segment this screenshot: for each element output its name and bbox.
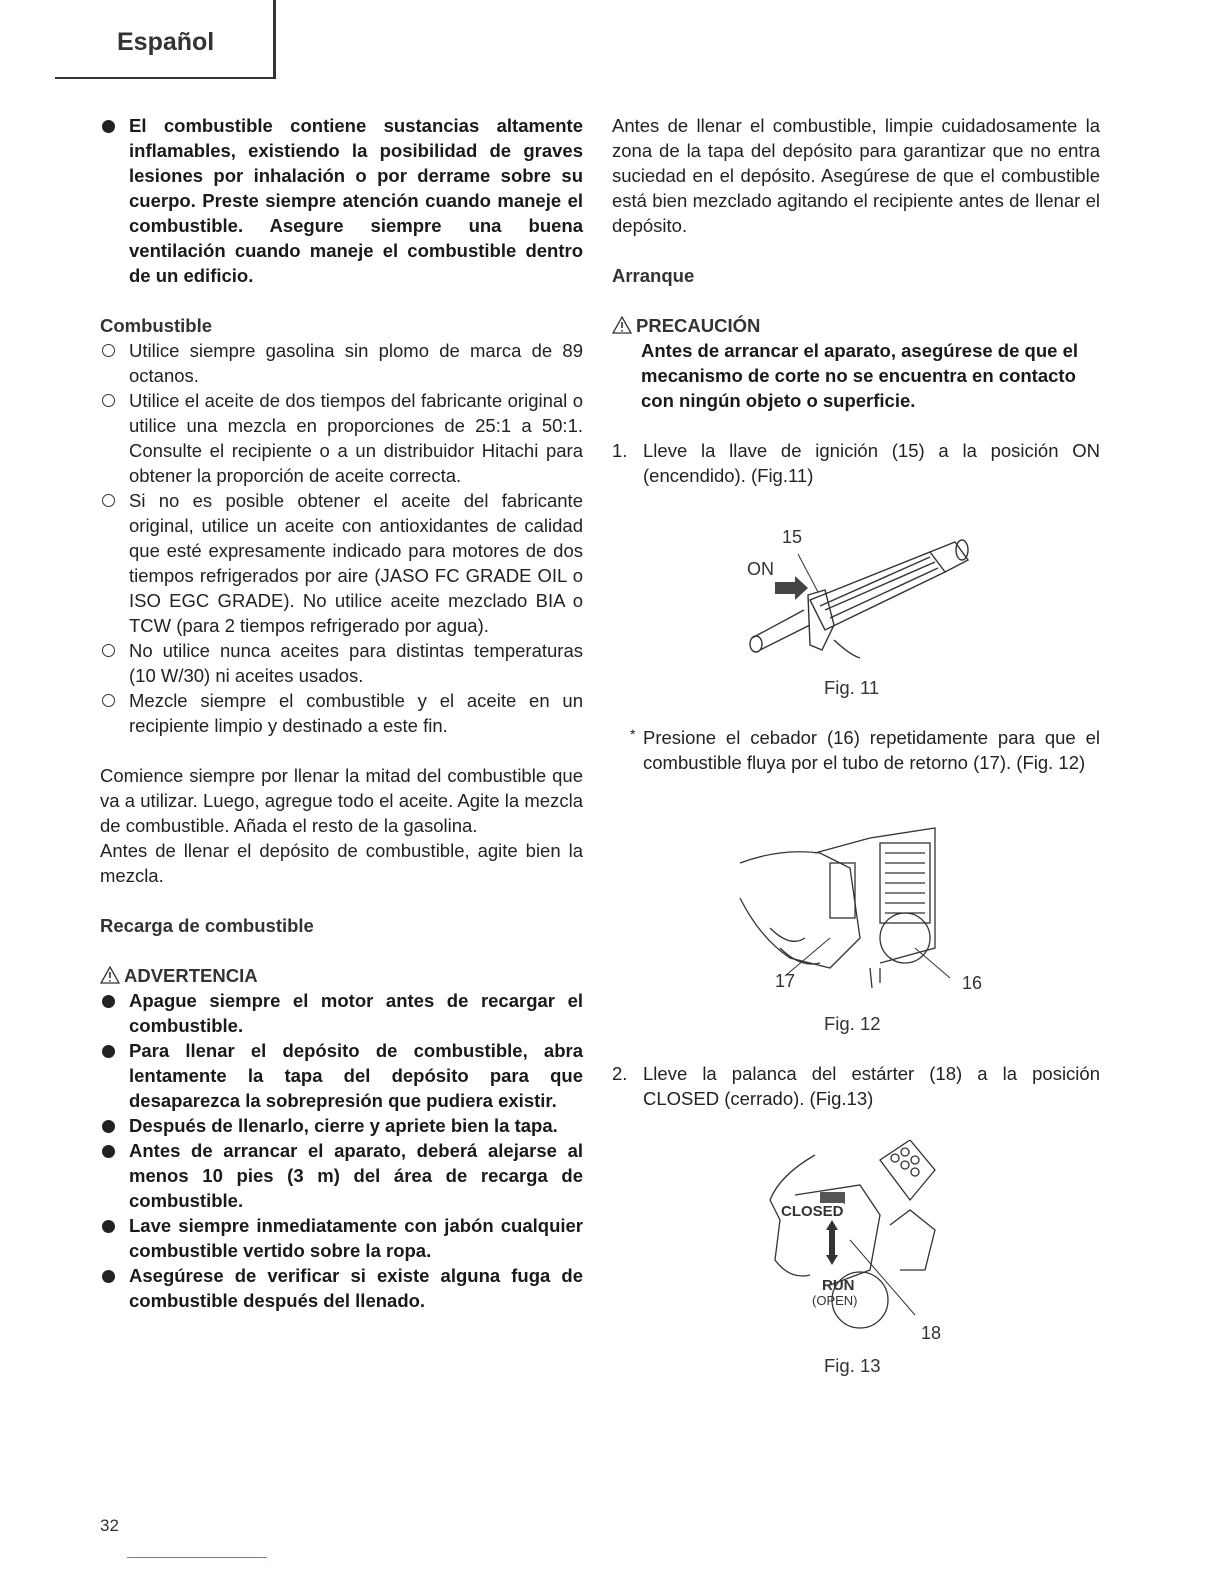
- circle-bullet-icon: [102, 394, 115, 407]
- fig13-label-open: (OPEN): [812, 1293, 858, 1308]
- precaucion-text: Antes de arrancar el aparato, asegúrese de que el mecanismo de corte no se encuentra en contacto con ningún objeto o superficie.: [641, 340, 1078, 411]
- bullet-icon: [102, 1120, 115, 1133]
- list-item: [100, 638, 583, 688]
- fig12-label-17: 17: [775, 971, 796, 991]
- mix-paragraph-2: Antes de llenar el depósito de combustible, agite bien la mezcla.: [100, 840, 583, 886]
- advertencia-heading: [100, 963, 583, 988]
- fig13-label-closed: CLOSED: [781, 1203, 844, 1220]
- bullet-icon: [102, 120, 115, 133]
- warning-item-text: Para llenar el depósito de combustible, abra lentamente la tapa del depósito para que desaparezca la sobrepresión que pudiera existir.: [129, 1040, 583, 1111]
- step-2: [612, 1061, 1100, 1111]
- warning-item: [100, 988, 583, 1038]
- fig13-caption: Fig. 13: [824, 1355, 881, 1376]
- bullet-icon: [102, 1270, 115, 1283]
- bullet-icon: [102, 995, 115, 1008]
- combustible-heading: Combustible: [100, 315, 213, 336]
- warning-triangle-icon: [100, 966, 120, 984]
- step-number: 2.: [612, 1063, 628, 1084]
- right-column: [612, 113, 1100, 488]
- warning-item-text: Apague siempre el motor antes de recargar el combustible.: [129, 990, 583, 1036]
- list-item: [100, 388, 583, 488]
- header-divider-vertical: [273, 0, 276, 79]
- note: [612, 725, 1100, 775]
- warning-item-text: Después de llenarlo, cierre y apriete bien la tapa.: [129, 1115, 558, 1136]
- list-item-text: Si no es posible obtener el aceite del fabricante original, utilice un aceite con antioxidantes de calidad que esté expresamente indicado para motores de dos tiempos refrigerados por aire (JASO FC GRADE OIL o ISO EGC GRADE). No utilice aceite mezclado BIA o TCW (para 2 tiempos refrigerado por agua).: [129, 490, 583, 636]
- fill-paragraph: Antes de llenar el combustible, limpie cuidadosamente la zona de la tapa del depósito para garantizar que no entra suciedad en el depósito. Asegúrese de que el combustible está bien mezclado agitando el recipiente antes de llenar el depósito.: [612, 115, 1100, 236]
- intro-warning: [100, 113, 583, 288]
- fig11-label-on: ON: [747, 559, 774, 579]
- page-number: 32: [100, 1516, 119, 1535]
- precaucion-label: PRECAUCIÓN: [636, 315, 761, 336]
- circle-bullet-icon: [102, 494, 115, 507]
- bullet-icon: [102, 1045, 115, 1058]
- fig12-engine-illustration: [720, 818, 970, 998]
- note-text: Presione el cebador (16) repetidamente para que el combustible fluya por el tubo de retorno (17). (Fig. 12): [643, 727, 1100, 773]
- mix-paragraph-1: Comience siempre por llenar la mitad del combustible que va a utilizar. Luego, agregue todo el aceite. Agite la mezcla de combustible. Añada el resto de la gasolina.: [100, 765, 583, 836]
- left-column: [100, 113, 583, 1313]
- fig11-handle-illustration: [730, 530, 980, 670]
- fig11-label-15: 15: [782, 527, 803, 547]
- list-item-text: Utilice siempre gasolina sin plomo de marca de 89 octanos.: [129, 340, 583, 386]
- circle-bullet-icon: [102, 644, 115, 657]
- intro-warning-text: El combustible contiene sustancias altamente inflamables, existiendo la posibilidad de graves lesiones por inhalación o por derrame sobre su cuerpo. Preste siempre atención cuando maneje el combustible. Asegure siempre una buena ventilación cuando maneje el combustible dentro de un edificio.: [129, 115, 583, 286]
- circle-bullet-icon: [102, 694, 115, 707]
- language-title: Español: [117, 28, 215, 56]
- warning-item-text: Asegúrese de verificar si existe alguna fuga de combustible después del llenado.: [129, 1265, 583, 1311]
- step-2-block: [612, 1061, 1100, 1111]
- warning-item-text: Lave siempre inmediatamente con jabón cualquier combustible vertido sobre la ropa.: [129, 1215, 583, 1261]
- warning-item: [100, 1038, 583, 1113]
- fig12-label-16: 16: [962, 973, 983, 993]
- fig13-label-run: RUN: [822, 1277, 855, 1294]
- fig13-label-18: 18: [921, 1323, 942, 1343]
- warning-triangle-icon: [612, 316, 632, 334]
- recarga-heading: Recarga de combustible: [100, 915, 314, 936]
- warning-item: [100, 1213, 583, 1263]
- step-number: 1.: [612, 440, 628, 461]
- list-item: [100, 488, 583, 638]
- fig11-caption: Fig. 11: [824, 677, 880, 698]
- list-item-text: No utilice nunca aceites para distintas temperaturas (10 W/30) ni aceites usados.: [129, 640, 583, 686]
- bullet-icon: [102, 1220, 115, 1233]
- header-divider: [55, 77, 275, 79]
- warning-item-text: Antes de arrancar el aparato, deberá alejarse al menos 10 pies (3 m) del área de recarga de combustible.: [129, 1140, 583, 1211]
- warning-item: [100, 1113, 583, 1138]
- bullet-icon: [102, 1145, 115, 1158]
- warning-item: [100, 1138, 583, 1213]
- warning-item: [100, 1263, 583, 1313]
- circle-bullet-icon: [102, 344, 115, 357]
- fig12-caption: Fig. 12: [824, 1013, 881, 1034]
- step-text: Lleve la llave de ignición (15) a la posición ON (encendido). (Fig.11): [643, 440, 1100, 486]
- precaucion-heading: [612, 313, 1100, 338]
- list-item-text: Mezcle siempre el combustible y el aceite en un recipiente limpio y destinado a este fin.: [129, 690, 583, 736]
- list-item: [100, 338, 583, 388]
- list-item: [100, 688, 583, 738]
- arranque-heading: Arranque: [612, 265, 695, 286]
- step-text: Lleve la palanca del estárter (18) a la posición CLOSED (cerrado). (Fig.13): [643, 1063, 1100, 1109]
- asterisk-mark: *: [630, 726, 636, 742]
- list-item-text: Utilice el aceite de dos tiempos del fabricante original o utilice una mezcla en proporciones de 25:1 a 50:1. Consulte el recipiente o a un distribuidor Hitachi para obtener la proporción de aceite correcta.: [129, 390, 583, 486]
- advertencia-label: ADVERTENCIA: [124, 965, 258, 986]
- step-1: [612, 438, 1100, 488]
- footer-rule: [127, 1557, 267, 1558]
